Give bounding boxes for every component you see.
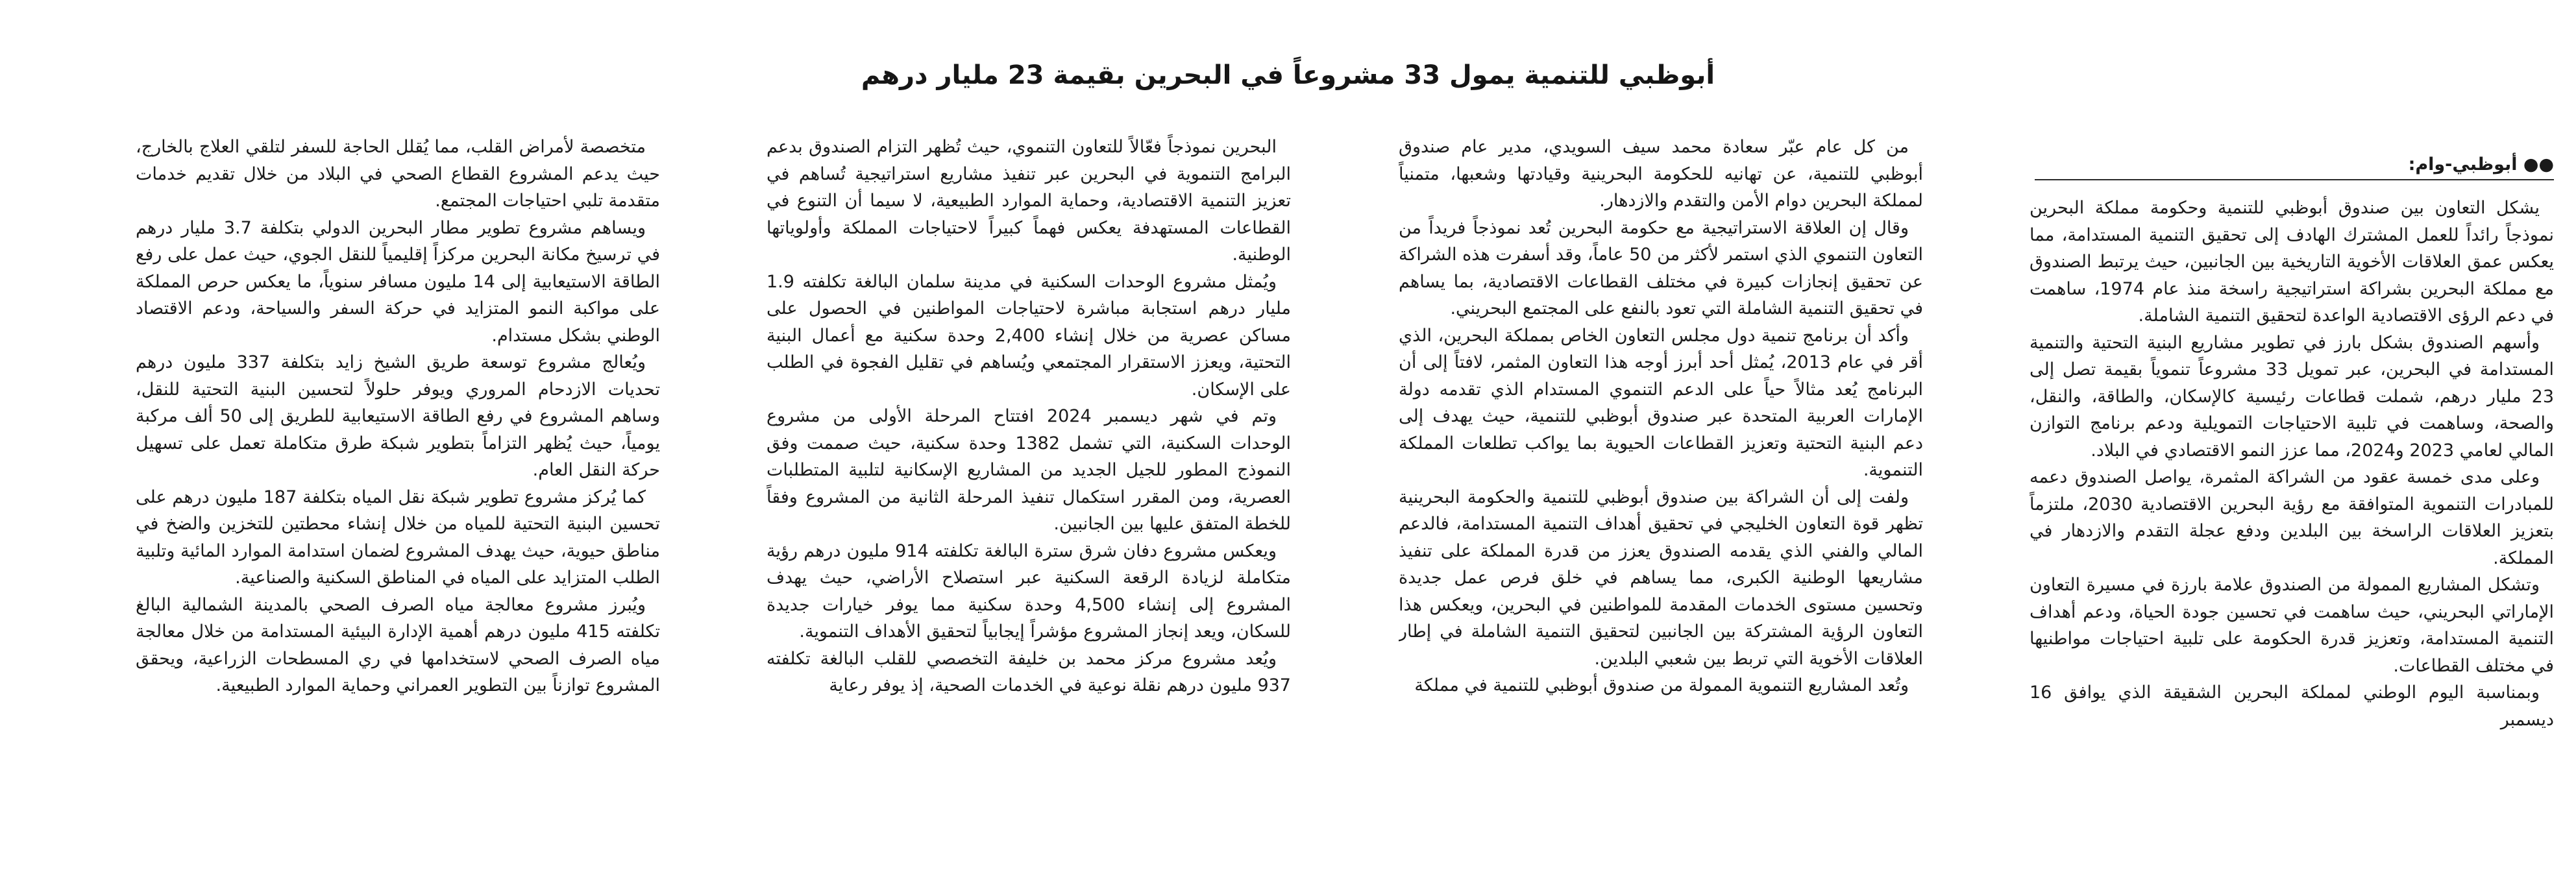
- paragraph: من كل عام عبّر سعادة محمد سيف السويدي، مدير عام صندوق أبوظبي للتنمية، عن تهانيه للحكومة البحرينية وقيادتها وشعبها، متمنياً لمملكة البحرين دوام الأمن والتقدم والازدهار.: [1399, 137, 1923, 211]
- paragraph: متخصصة لأمراض القلب، مما يُقلل الحاجة للسفر لتلقي العلاج بالخارج، حيث يدعم المشروع القطاع الصحي في البلاد من خلال تقديم خدمات متقدمة تلبي احتياجات المجتمع.: [136, 137, 660, 211]
- article-column-3: [767, 134, 1291, 893]
- paragraph: وأسهم الصندوق بشكل بارز في تطوير مشاريع البنية التحتية والتنمية المستدامة في البحرين، عبر تمويل 33 مشروعاً تنموياً بقيمة تصل إلى 23 مليار درهم، شملت قطاعات رئيسية كالإسكان، والطاقة، والنقل، والصحة، وساهمت في تلبية الاحتياجات التمويلية ودعم برنامج التوازن المالي لعامي 2023 و2024، مما عزز النمو الاقتصادي في البلاد.: [2030, 332, 2554, 461]
- paragraph: ويُعد مشروع مركز محمد بن خليفة التخصصي للقلب البالغة تكلفته 937 مليون درهم نقلة نوعية في الخدمات الصحية، إذ يوفر رعاية: [767, 648, 1291, 695]
- article-byline: ●● أبوظبي-وام:: [2408, 154, 2554, 175]
- paragraph: البحرين نموذجاً فعّالاً للتعاون التنموي، حيث تُظهر التزام الصندوق بدعم البرامج التنموية في البحرين عبر تنفيذ مشاريع استراتيجية تُساهم في تعزيز التنمية الاقتصادية، وحماية الموارد الطبيعية، لا سيما أن التنوع في القطاعات المستهدفة يعكس فهماً كبيراً لاحتياجات المملكة وأولوياتها الوطنية.: [767, 137, 1291, 265]
- article-headline: أبوظبي للتنمية يمول 33 مشروعاً في البحرين بقيمة 23 مليار درهم: [861, 60, 1715, 90]
- paragraph: ولفت إلى أن الشراكة بين صندوق أبوظبي للتنمية والحكومة البحرينية تظهر قوة التعاون الخليجي في تحقيق أهداف التنمية المستدامة، فالدعم المالي والفني الذي يقدمه الصندوق يعزز من قدرة المملكة على تنفيذ مشاريعها الوطنية الكبرى، مما يساهم في خلق فرص عمل جديدة وتحسين مستوى الخدمات المقدمة للمواطنين في البحرين، ويعكس هذا التعاون الرؤية المشتركة بين الجانبين لتحقيق التنمية الشاملة في إطار العلاقات الأخوية التي تربط بين شعبي البلدين.: [1399, 487, 1923, 669]
- paragraph: ويُعالج مشروع توسعة طريق الشيخ زايد بتكلفة 337 مليون درهم تحديات الازدحام المروري ويوفر حلولاً لتحسين البنية التحتية للنقل، وساهم المشروع في رفع الطاقة الاستيعابية للطريق إلى 50 ألف مركبة يومياً، حيث يُظهر التزاماً بتطوير شبكة طرق متكاملة تعمل على تسهيل حركة النقل العام.: [136, 352, 660, 480]
- article-column-4: [136, 134, 660, 893]
- paragraph: وعلى مدى خمسة عقود من الشراكة المثمرة، يواصل الصندوق دعمه للمبادرات التنموية المتوافقة مع رؤية البحرين الاقتصادية 2030، ملتزماً بتعزيز العلاقات الراسخة بين البلدين ودفع عجلة التقدم والازدهار في المملكة.: [2030, 467, 2554, 568]
- paragraph: يشكل التعاون بين صندوق أبوظبي للتنمية وحكومة مملكة البحرين نموذجاً رائداً للعمل المشترك الهادف إلى تحقيق التنمية المستدامة، مما يعكس عمق العلاقات الأخوية التاريخية بين الجانبين، حيث يرتبط الصندوق مع مملكة البحرين بشراكة استراتيجية راسخة منذ عام 1974، ساهمت في دعم الرؤى الاقتصادية الواعدة لتحقيق التنمية الشاملة.: [2030, 198, 2554, 326]
- byline-divider: [2035, 179, 2554, 180]
- byline-block: [2035, 147, 2554, 186]
- paragraph: وأكد أن برنامج تنمية دول مجلس التعاون الخاص بمملكة البحرين، الذي أقر في عام 2013، يُمثل أحد أبرز أوجه هذا التعاون المثمر، لافتاً إلى أن البرنامج يُعد مثالاً حياً على الدعم التنموي المستدام الذي تقدمه دولة الإمارات العربية المتحدة عبر صندوق أبوظبي للتنمية، حيث يهدف إلى دعم البنية التحتية وتعزيز القطاعات الحيوية بما يواكب تطلعات المملكة التنموية.: [1399, 325, 1923, 480]
- article-column-1: [2030, 195, 2554, 893]
- paragraph: ويُمثل مشروع الوحدات السكنية في مدينة سلمان البالغة تكلفته 1.9 مليار درهم استجابة مباشرة لاحتياجات المواطنين في الحصول على مساكن عصرية من خلال إنشاء 2,400 وحدة سكنية مع أعمال البنية التحتية، ويعزز الاستقرار المجتمعي ويُساهم في تقليل الفجوة في الطلب على الإسكان.: [767, 271, 1291, 400]
- paragraph: ويساهم مشروع تطوير مطار البحرين الدولي بتكلفة 3.7 مليار درهم في ترسيخ مكانة البحرين مركزاً إقليمياً للنقل الجوي، حيث عمل على رفع الطاقة الاستيعابية إلى 14 مليون مسافر سنوياً، ما يعكس حرص المملكة على مواكبة النمو المتزايد في حركة السفر والسياحة، ودعم الاقتصاد الوطني بشكل مستدام.: [136, 217, 660, 346]
- paragraph: وتم في شهر ديسمبر 2024 افتتاح المرحلة الأولى من مشروع الوحدات السكنية، التي تشمل 1382 وحدة سكنية، حيث صممت وفق النموذج المطور للجيل الجديد من المشاريع الإسكانية لتلبية المتطلبات العصرية، ومن المقرر استكمال تنفيذ المرحلة الثانية من المشروع وفقاً للخطة المتفق عليها بين الجانبين.: [767, 406, 1291, 534]
- article-column-2: [1399, 134, 1923, 893]
- paragraph: كما يُركز مشروع تطوير شبكة نقل المياه بتكلفة 187 مليون درهم على تحسين البنية التحتية للمياه من خلال إنشاء محطتين للتخزين والضخ في مناطق حيوية، حيث يهدف المشروع لضمان استدامة الموارد المائية وتلبية الطلب المتزايد على المياه في المناطق السكنية والصناعية.: [136, 487, 660, 588]
- paragraph: ويعكس مشروع دفان شرق سترة البالغة تكلفته 914 مليون درهم رؤية متكاملة لزيادة الرقعة السكنية عبر استصلاح الأراضي، حيث يهدف المشروع إلى إنشاء 4,500 وحدة سكنية مما يوفر خيارات جديدة للسكان، ويعد إنجاز المشروع مؤشراً إيجابياً لتحقيق الأهداف التنموية.: [767, 540, 1291, 642]
- paragraph: وتُعد المشاريع التنموية الممولة من صندوق أبوظبي للتنمية في مملكة: [1414, 675, 1909, 695]
- paragraph: وتشكل المشاريع الممولة من الصندوق علامة بارزة في مسيرة التعاون الإماراتي البحريني، حيث ساهمت في تحسين جودة الحياة، ودعم أهداف التنمية المستدامة، وتعزيز قدرة الحكومة على تلبية احتياجات مواطنيها في مختلف القطاعات.: [2030, 575, 2554, 676]
- paragraph: ويُبرز مشروع معالجة مياه الصرف الصحي بالمدينة الشمالية البالغ تكلفته 415 مليون درهم أهمية الإدارة البيئية المستدامة من خلال معالجة مياه الصرف الصحي لاستخدامها في ري المسطحات الزراعية، ويحقق المشروع توازناً بين التطوير العمراني وحماية الموارد الطبيعية.: [136, 594, 660, 695]
- paragraph: وبمناسبة اليوم الوطني لمملكة البحرين الشقيقة الذي يوافق 16 ديسمبر: [2030, 683, 2554, 730]
- paragraph: وقال إن العلاقة الاستراتيجية مع حكومة البحرين تُعد نموذجاً فريداً من التعاون التنموي الذي استمر لأكثر من 50 عاماً، وقد أسفرت هذه الشراكة عن تحقيق إنجازات كبيرة في مختلف القطاعات الاقتصادية، بما يساهم في تحقيق التنمية الشاملة التي تعود بالنفع على المجتمع البحريني.: [1399, 217, 1923, 319]
